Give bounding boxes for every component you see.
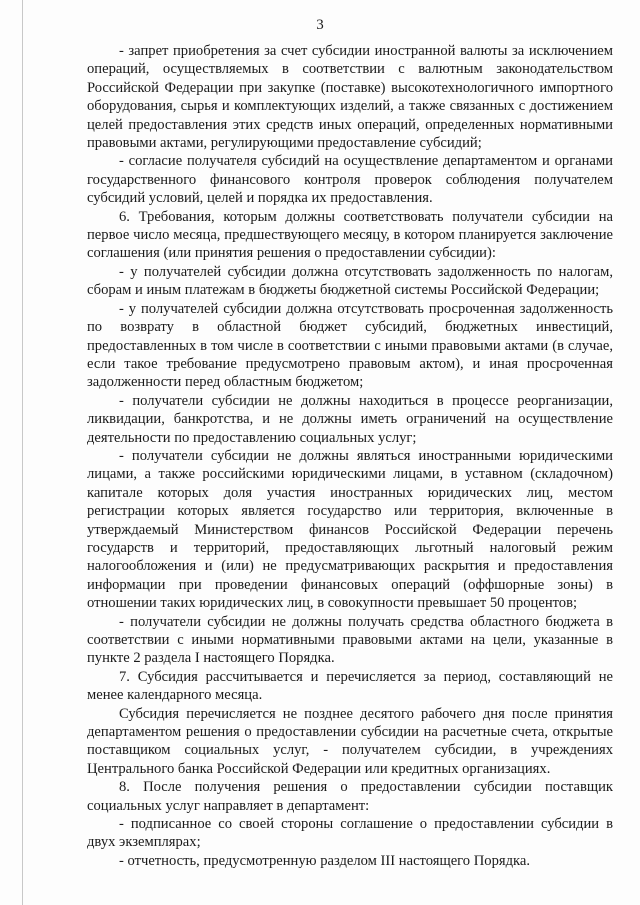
- paragraph-section-8: 8. После получения решения о предоставлении субсидии поставщик социальных услуг направляет в департамент:: [87, 779, 613, 814]
- document-body: [87, 42, 613, 870]
- paragraph-no-double-funding: - получатели субсидии не должны получать средства областного бюджета в соответствии с иными нормативными правовыми актами на цели, указанные в пункте 2 раздела I настоящего Порядка.: [87, 613, 613, 667]
- paragraph-no-liquidation: - получатели субсидии не должны находиться в процессе реорганизации, ликвидации, банкротства, и не должны иметь ограничений на осуществление деятельности по предоставлению социальных услуг;: [87, 392, 613, 446]
- paragraph-section-6: 6. Требования, которым должны соответствовать получатели субсидии на первое число месяца, предшествующего месяцу, в котором планируется заключение соглашения (или принятия решения о предоставлении субсидии):: [87, 208, 613, 262]
- paragraph-no-overdue-debt: - у получателей субсидии должна отсутствовать просроченная задолженность по возврату в областной бюджет субсидий, бюджетных инвестиций, предоставленных в том числе в соответствии с иными правовыми актами (в случае, если такое требование предусмотрено правовым актом), и иная просроченная задолженности перед областным бюджетом;: [87, 300, 613, 391]
- paragraph-not-foreign: - получатели субсидии не должны являться иностранными юридическими лицами, а также российскими юридическими лицами, в уставном (складочном) капитале которых доля участия иностранных юридических лиц, местом регистрации которых является государство или территория, включенные в утверждаемый Министерством финансов Российской Федерации перечень государств и территорий, предоставляющих льготный налоговый режим налогообложения и (или) не предусматривающих раскрытия и предоставления информации при проведении финансовых операций (оффшорные зоны) в отношении таких юридических лиц, в совокупности превышает 50 процентов;: [87, 447, 613, 612]
- paragraph-currency-ban: - запрет приобретения за счет субсидии иностранной валюты за исключением операций, осуществляемых в соответствии с валютным законодательством Российской Федерации при закупке (поставке) высокотехнологичного импортного оборудования, сырья и комплектующих изделий, а также связанных с достижением целей предоставления этих средств иных операций, определенных нормативными правовыми актами, регулирующими предоставление субсидий;: [87, 43, 613, 152]
- page-edge-line: [22, 0, 23, 905]
- paragraph-no-tax-debt: - у получателей субсидии должна отсутствовать задолженность по налогам, сборам и иным платежам в бюджеты бюджетной системы Российской Федерации;: [87, 263, 613, 299]
- paragraph-section-7: 7. Субсидия рассчитывается и перечисляется за период, составляющий не менее календарного месяца.: [87, 668, 613, 704]
- page-number: 3: [316, 17, 324, 33]
- paragraph-transfer-terms: Субсидия перечисляется не позднее десятого рабочего дня после принятия департаментом решения о предоставлении субсидии на расчетные счета, открытые поставщиком социальных услуг, - получателем субсидии, в учреждениях Центрального банка Российской Федерации или кредитных организациях.: [87, 705, 613, 777]
- paragraph-signed-agreement: - подписанное со своей стороны соглашение о предоставлении субсидии в двух экземплярах;: [87, 816, 613, 851]
- paragraph-reporting: - отчетность, предусмотренную разделом III настоящего Порядка.: [119, 852, 531, 869]
- paragraph-consent-audit: - согласие получателя субсидий на осуществление департаментом и органами государственного финансового контроля проверок соблюдения получателем субсидий условий, целей и порядка их предоставления.: [87, 153, 613, 207]
